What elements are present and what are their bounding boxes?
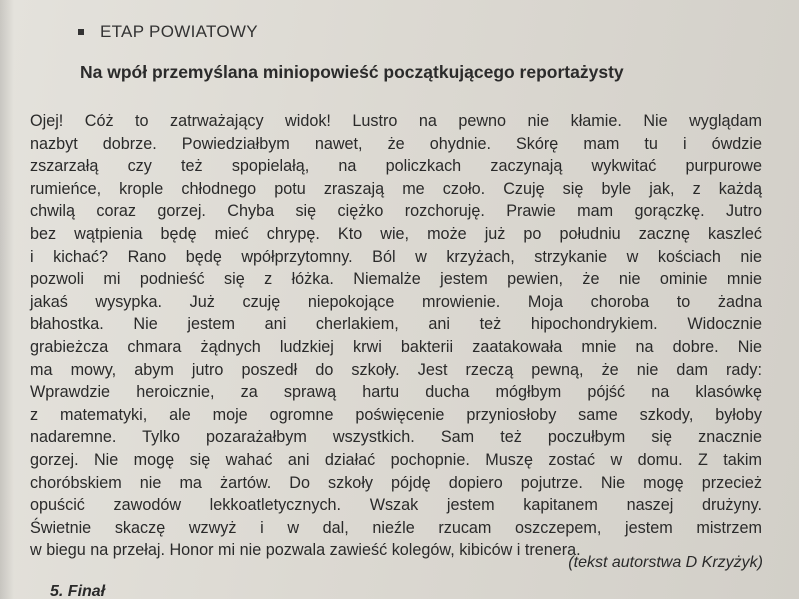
section-heading bbox=[78, 22, 258, 42]
body-line: chwilą coraz gorzej. Chyba się ciężko rozchoruję. Prawie mam gorączkę. Jutro bbox=[30, 202, 762, 221]
body-line: Świetnie skaczę wzwyż i w dal, nieźle rzucam oszczepem, jestem mistrzem bbox=[30, 518, 762, 537]
bullet-icon bbox=[78, 29, 84, 35]
body-line: z matematyki, ale moje ogromne poświęcenie przyniosłoby same szkody, byłoby bbox=[30, 405, 762, 424]
body-line: opuścić zawodów lekkoatletycznych. Wszak jestem kapitanem naszej drużyny. bbox=[30, 496, 762, 515]
body-line: Ojej! Cóż to zatrważający widok! Lustro na pewno nie kłamie. Nie wyglądam bbox=[30, 112, 762, 130]
section-label: ETAP POWIATOWY bbox=[100, 22, 258, 41]
body-line: choróbskiem nie ma żartów. Do szkoły pójdę dopiero pojutrze. Nie mogę przecież bbox=[30, 473, 762, 492]
body-line: jakaś wysypka. Już czuję niepokojące mrowienie. Moja choroba to żadna bbox=[30, 292, 762, 311]
body-line: rumieńce, krople chłodnego potu zraszają me czoło. Czuję się byle jak, z każdą bbox=[30, 179, 762, 198]
story-body bbox=[30, 110, 762, 562]
author-credit: (tekst autorstwa D Krzyżyk) bbox=[568, 554, 763, 571]
body-line: nadaremne. Tylko pozarażałbym wszystkich. Sam też poczułbym się znacznie bbox=[30, 428, 762, 447]
body-line: bez wątpienia będę mieć chrypę. Kto wie, może już po południu zacznę kaszleć bbox=[30, 224, 762, 243]
body-line: grabieżcza chmara żądnych ludzkiej krwi bakterii zaatakowała mnie na dobre. Nie bbox=[30, 337, 762, 356]
body-line: ma mowy, abym jutro poszedł do szkoły. Jest rzeczą pewną, że nie dam rady: bbox=[30, 360, 762, 379]
next-section-heading: 5. Finał bbox=[50, 583, 106, 599]
body-line: błahostka. Nie jestem ani cherlakiem, ani też hipochondrykiem. Widocznie bbox=[30, 315, 762, 334]
body-line: zszarzałą czy też spopielałą, na policzkach zaczynają wykwitać purpurowe bbox=[30, 157, 762, 176]
body-line: nazbyt dobrze. Powiedziałbym nawet, że ohydnie. Skórę mam tu i ówdzie bbox=[30, 134, 762, 153]
body-line: gorzej. Nie mogę się wahać ani działać pochopnie. Muszę zostać w domu. Z takim bbox=[30, 450, 762, 469]
body-line: Wprawdzie heroicznie, za sprawą hartu ducha mógłbym pójść na klasówkę bbox=[30, 383, 762, 402]
body-line: pozwoli mi podnieść się z łóżka. Niemalże jestem pewien, że nie ominie mnie bbox=[30, 270, 762, 289]
story-title: Na wpół przemyślana miniopowieść początkującego reportażysty bbox=[80, 62, 624, 82]
page-edge-shadow bbox=[0, 0, 14, 599]
body-line: i kichać? Rano będę wpółprzytomny. Ból w krzyżach, strzykanie w kościach nie bbox=[30, 247, 762, 266]
body-line: w biegu na przełaj. Honor mi nie pozwala zawieść kolegów, kibiców i trenera. bbox=[30, 541, 581, 560]
